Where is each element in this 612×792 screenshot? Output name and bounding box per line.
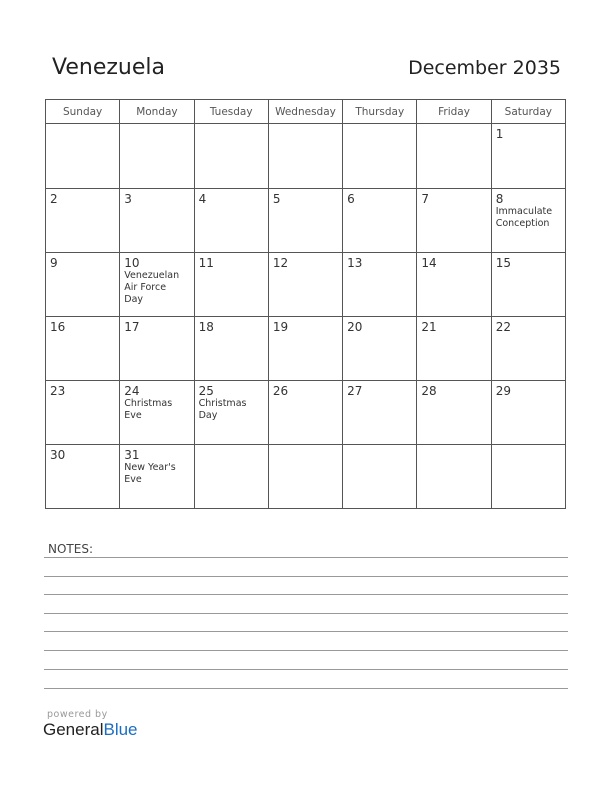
holiday-label xyxy=(199,398,264,422)
day-cell[interactable] xyxy=(194,253,268,317)
holiday-label-line: Christmas xyxy=(124,398,173,409)
week-row xyxy=(46,317,566,381)
day-cell[interactable] xyxy=(120,124,194,189)
holiday-label-line: Immaculate xyxy=(495,206,553,217)
day-cell[interactable] xyxy=(120,445,194,509)
country-title: Venezuela xyxy=(52,55,165,80)
day-cell[interactable] xyxy=(417,189,491,253)
week-row xyxy=(46,124,566,189)
day-cell[interactable] xyxy=(46,381,120,445)
day-number: 16 xyxy=(50,320,66,334)
day-cell[interactable] xyxy=(417,445,491,509)
day-cell[interactable] xyxy=(491,317,565,381)
day-number: 30 xyxy=(50,448,66,462)
day-number: 8 xyxy=(495,192,504,206)
day-cell[interactable] xyxy=(268,317,342,381)
weekday-sunday: Sunday xyxy=(46,100,120,124)
day-cell[interactable] xyxy=(46,317,120,381)
day-number: 11 xyxy=(198,256,214,270)
day-cell[interactable] xyxy=(268,381,342,445)
day-cell[interactable] xyxy=(46,124,120,189)
day-cell[interactable] xyxy=(268,124,342,189)
day-number: 1 xyxy=(495,127,504,141)
note-line xyxy=(44,631,568,632)
day-cell[interactable] xyxy=(194,381,268,445)
holiday-label-line: Eve xyxy=(124,410,142,421)
day-cell[interactable] xyxy=(417,124,491,189)
day-number: 20 xyxy=(347,320,363,334)
day-cell[interactable] xyxy=(194,124,268,189)
day-number: 13 xyxy=(347,256,363,270)
day-number: 9 xyxy=(50,256,58,270)
notes-label: NOTES: xyxy=(48,542,93,556)
holiday-label-line: New Year's xyxy=(124,462,176,473)
weekday-monday: Monday xyxy=(120,100,194,124)
day-cell[interactable] xyxy=(417,381,491,445)
day-cell[interactable] xyxy=(343,189,417,253)
week-row xyxy=(46,381,566,445)
day-number: 10 xyxy=(124,256,140,270)
weekday-thursday: Thursday xyxy=(343,100,417,124)
week-row xyxy=(46,253,566,317)
day-cell[interactable] xyxy=(343,381,417,445)
holiday-label-line: Christmas xyxy=(198,398,247,409)
holiday-label xyxy=(124,398,189,422)
day-cell[interactable] xyxy=(491,189,565,253)
brand-general: General xyxy=(43,720,104,739)
day-cell[interactable] xyxy=(343,445,417,509)
day-cell[interactable] xyxy=(46,189,120,253)
day-cell[interactable] xyxy=(194,317,268,381)
weekday-friday: Friday xyxy=(417,100,491,124)
day-number: 26 xyxy=(272,384,289,398)
day-cell[interactable] xyxy=(268,445,342,509)
day-cell[interactable] xyxy=(120,253,194,317)
day-cell[interactable] xyxy=(491,445,565,509)
holiday-label xyxy=(124,270,189,306)
day-number: 14 xyxy=(421,256,437,270)
day-cell[interactable] xyxy=(46,253,120,317)
day-cell[interactable] xyxy=(343,253,417,317)
holiday-label xyxy=(496,206,561,230)
note-line xyxy=(44,557,568,558)
weekday-header-row xyxy=(46,100,566,124)
day-cell[interactable] xyxy=(343,124,417,189)
note-line xyxy=(44,594,568,595)
holiday-label-line: Eve xyxy=(124,474,142,485)
day-number: 24 xyxy=(124,384,140,398)
holiday-label xyxy=(124,462,189,486)
day-number: 15 xyxy=(495,256,511,270)
note-line xyxy=(44,688,568,689)
week-row xyxy=(46,445,566,509)
note-line xyxy=(44,576,568,577)
day-number: 18 xyxy=(198,320,214,334)
calendar-grid xyxy=(45,99,566,509)
day-number: 23 xyxy=(50,384,66,398)
day-cell[interactable] xyxy=(120,381,194,445)
day-number: 6 xyxy=(347,192,355,206)
month-title: December 2035 xyxy=(408,57,561,79)
holiday-label-line: Day xyxy=(124,294,144,305)
day-number: 5 xyxy=(272,192,281,206)
day-number: 7 xyxy=(421,192,430,206)
day-cell[interactable] xyxy=(268,189,342,253)
day-cell[interactable] xyxy=(268,253,342,317)
note-line xyxy=(44,613,568,614)
powered-by-text: powered by xyxy=(47,709,108,720)
day-cell[interactable] xyxy=(343,317,417,381)
day-number: 2 xyxy=(50,192,58,206)
day-number: 4 xyxy=(198,192,207,206)
holiday-label-line: Conception xyxy=(495,218,550,229)
day-cell[interactable] xyxy=(120,317,194,381)
day-number: 29 xyxy=(495,384,511,398)
day-number: 21 xyxy=(421,320,437,334)
day-number: 22 xyxy=(495,320,511,334)
day-number: 31 xyxy=(124,448,140,462)
day-cell[interactable] xyxy=(491,381,565,445)
holiday-label-line: Venezuelan xyxy=(124,270,180,281)
weekday-tuesday: Tuesday xyxy=(194,100,268,124)
note-line xyxy=(44,669,568,670)
brand-blue: Blue xyxy=(103,720,138,739)
day-cell[interactable] xyxy=(46,445,120,509)
day-cell[interactable] xyxy=(491,124,565,189)
day-number: 28 xyxy=(421,384,437,398)
day-cell[interactable] xyxy=(491,253,565,317)
day-number: 19 xyxy=(272,320,289,334)
day-number: 12 xyxy=(272,256,289,270)
day-cell[interactable] xyxy=(194,445,268,509)
brand-logo[interactable] xyxy=(43,720,138,740)
day-number: 3 xyxy=(124,192,132,206)
weekday-saturday: Saturday xyxy=(491,100,565,124)
day-cell[interactable] xyxy=(417,253,491,317)
note-line xyxy=(44,650,568,651)
day-cell[interactable] xyxy=(120,189,194,253)
weekday-wednesday: Wednesday xyxy=(268,100,342,124)
day-cell[interactable] xyxy=(194,189,268,253)
holiday-label-line: Air Force xyxy=(124,282,167,293)
holiday-label-line: Day xyxy=(198,410,218,421)
day-number: 17 xyxy=(124,320,140,334)
day-number: 27 xyxy=(347,384,363,398)
day-number: 25 xyxy=(198,384,214,398)
day-cell[interactable] xyxy=(417,317,491,381)
week-row xyxy=(46,189,566,253)
